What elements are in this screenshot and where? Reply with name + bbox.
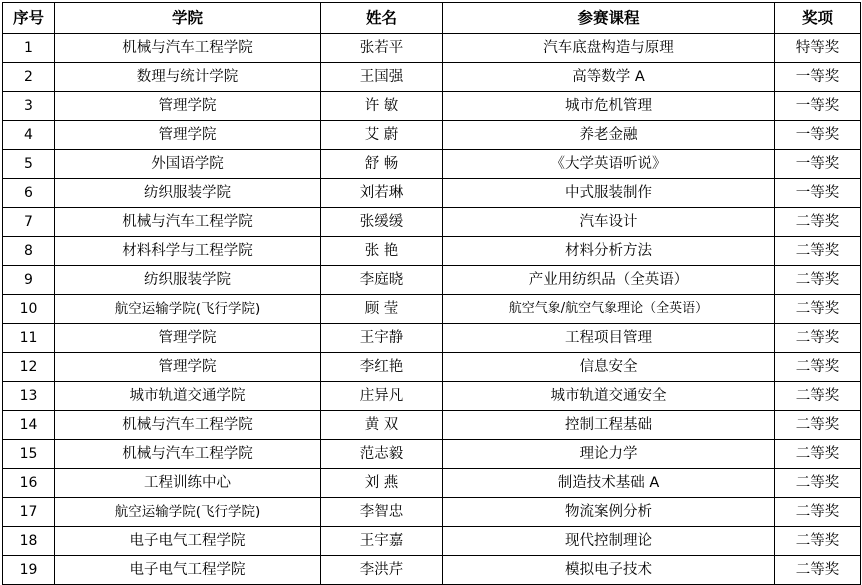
cell-no: 9 (3, 266, 55, 295)
cell-award: 二等奖 (775, 469, 861, 498)
cell-no: 11 (3, 324, 55, 353)
table-row (3, 498, 861, 527)
table-row (3, 150, 861, 179)
column-header-no: 序号 (3, 3, 55, 34)
cell-dept: 材料科学与工程学院 (55, 237, 321, 266)
cell-award: 一等奖 (775, 121, 861, 150)
cell-dept: 管理学院 (55, 353, 321, 382)
cell-course: 养老金融 (443, 121, 775, 150)
table-row (3, 527, 861, 556)
cell-dept: 纺织服装学院 (55, 179, 321, 208)
column-header-name: 姓名 (321, 3, 443, 34)
table-body (3, 34, 861, 585)
cell-course: 航空气象/航空气象理论（全英语） (443, 295, 775, 324)
table-row (3, 469, 861, 498)
cell-course: 中式服装制作 (443, 179, 775, 208)
cell-award: 二等奖 (775, 295, 861, 324)
cell-course: 汽车底盘构造与原理 (443, 34, 775, 63)
column-header-dept: 学院 (55, 3, 321, 34)
cell-name: 黄 双 (321, 411, 443, 440)
cell-name: 王宇嘉 (321, 527, 443, 556)
cell-course: 产业用纺织品（全英语） (443, 266, 775, 295)
cell-dept: 管理学院 (55, 324, 321, 353)
cell-no: 16 (3, 469, 55, 498)
table-row (3, 295, 861, 324)
cell-name: 李洪芹 (321, 556, 443, 585)
cell-name: 刘 燕 (321, 469, 443, 498)
cell-award: 二等奖 (775, 237, 861, 266)
cell-award: 二等奖 (775, 208, 861, 237)
cell-no: 7 (3, 208, 55, 237)
cell-name: 张 艳 (321, 237, 443, 266)
cell-name: 王宇静 (321, 324, 443, 353)
cell-award: 一等奖 (775, 150, 861, 179)
cell-dept: 工程训练中心 (55, 469, 321, 498)
cell-dept: 机械与汽车工程学院 (55, 208, 321, 237)
cell-name: 许 敏 (321, 92, 443, 121)
cell-no: 10 (3, 295, 55, 324)
cell-course: 控制工程基础 (443, 411, 775, 440)
cell-dept: 外国语学院 (55, 150, 321, 179)
cell-no: 1 (3, 34, 55, 63)
cell-name: 王国强 (321, 63, 443, 92)
cell-no: 14 (3, 411, 55, 440)
cell-award: 特等奖 (775, 34, 861, 63)
table-row (3, 353, 861, 382)
cell-course: 城市危机管理 (443, 92, 775, 121)
cell-name: 范志毅 (321, 440, 443, 469)
cell-name: 李红艳 (321, 353, 443, 382)
cell-dept: 数理与统计学院 (55, 63, 321, 92)
cell-course: 理论力学 (443, 440, 775, 469)
cell-course: 模拟电子技术 (443, 556, 775, 585)
cell-no: 19 (3, 556, 55, 585)
cell-course: 《大学英语听说》 (443, 150, 775, 179)
cell-no: 8 (3, 237, 55, 266)
cell-dept: 机械与汽车工程学院 (55, 440, 321, 469)
cell-award: 二等奖 (775, 382, 861, 411)
cell-course: 汽车设计 (443, 208, 775, 237)
cell-award: 二等奖 (775, 353, 861, 382)
cell-dept: 电子电气工程学院 (55, 556, 321, 585)
cell-award: 二等奖 (775, 498, 861, 527)
cell-award: 二等奖 (775, 266, 861, 295)
table-row (3, 266, 861, 295)
table-row (3, 34, 861, 63)
cell-no: 6 (3, 179, 55, 208)
cell-name: 艾 蔚 (321, 121, 443, 150)
cell-course: 信息安全 (443, 353, 775, 382)
table-row (3, 63, 861, 92)
cell-award: 一等奖 (775, 92, 861, 121)
cell-dept: 航空运输学院(飞行学院) (55, 295, 321, 324)
table-row (3, 382, 861, 411)
cell-dept: 管理学院 (55, 92, 321, 121)
cell-course: 城市轨道交通安全 (443, 382, 775, 411)
cell-course: 工程项目管理 (443, 324, 775, 353)
cell-dept: 机械与汽车工程学院 (55, 34, 321, 63)
cell-no: 13 (3, 382, 55, 411)
cell-course: 材料分析方法 (443, 237, 775, 266)
table-row (3, 324, 861, 353)
cell-no: 5 (3, 150, 55, 179)
cell-no: 12 (3, 353, 55, 382)
cell-dept: 城市轨道交通学院 (55, 382, 321, 411)
table-row (3, 92, 861, 121)
table-row (3, 440, 861, 469)
table-row (3, 208, 861, 237)
cell-no: 15 (3, 440, 55, 469)
column-header-course: 参赛课程 (443, 3, 775, 34)
cell-no: 4 (3, 121, 55, 150)
cell-name: 舒 畅 (321, 150, 443, 179)
cell-dept: 纺织服装学院 (55, 266, 321, 295)
cell-course: 高等数学 A (443, 63, 775, 92)
cell-no: 2 (3, 63, 55, 92)
cell-award: 二等奖 (775, 556, 861, 585)
cell-award: 二等奖 (775, 324, 861, 353)
cell-dept: 电子电气工程学院 (55, 527, 321, 556)
cell-course: 物流案例分析 (443, 498, 775, 527)
table-row (3, 121, 861, 150)
award-table (2, 2, 861, 585)
table-row (3, 179, 861, 208)
cell-dept: 航空运输学院(飞行学院) (55, 498, 321, 527)
cell-name: 李智忠 (321, 498, 443, 527)
cell-no: 17 (3, 498, 55, 527)
cell-award: 二等奖 (775, 411, 861, 440)
cell-dept: 管理学院 (55, 121, 321, 150)
cell-award: 二等奖 (775, 440, 861, 469)
cell-award: 一等奖 (775, 63, 861, 92)
table-row (3, 556, 861, 585)
table-header (3, 3, 861, 34)
column-header-award: 奖项 (775, 3, 861, 34)
cell-award: 一等奖 (775, 179, 861, 208)
cell-name: 李庭晓 (321, 266, 443, 295)
table-row (3, 237, 861, 266)
award-list-sheet (0, 2, 862, 578)
cell-course: 制造技术基础 A (443, 469, 775, 498)
cell-name: 张若平 (321, 34, 443, 63)
table-row (3, 411, 861, 440)
table-header-row (3, 3, 861, 34)
cell-dept: 机械与汽车工程学院 (55, 411, 321, 440)
cell-name: 顾 莹 (321, 295, 443, 324)
cell-no: 18 (3, 527, 55, 556)
cell-name: 庄异凡 (321, 382, 443, 411)
cell-course: 现代控制理论 (443, 527, 775, 556)
cell-name: 张缓缓 (321, 208, 443, 237)
cell-award: 二等奖 (775, 527, 861, 556)
cell-no: 3 (3, 92, 55, 121)
cell-name: 刘若琳 (321, 179, 443, 208)
